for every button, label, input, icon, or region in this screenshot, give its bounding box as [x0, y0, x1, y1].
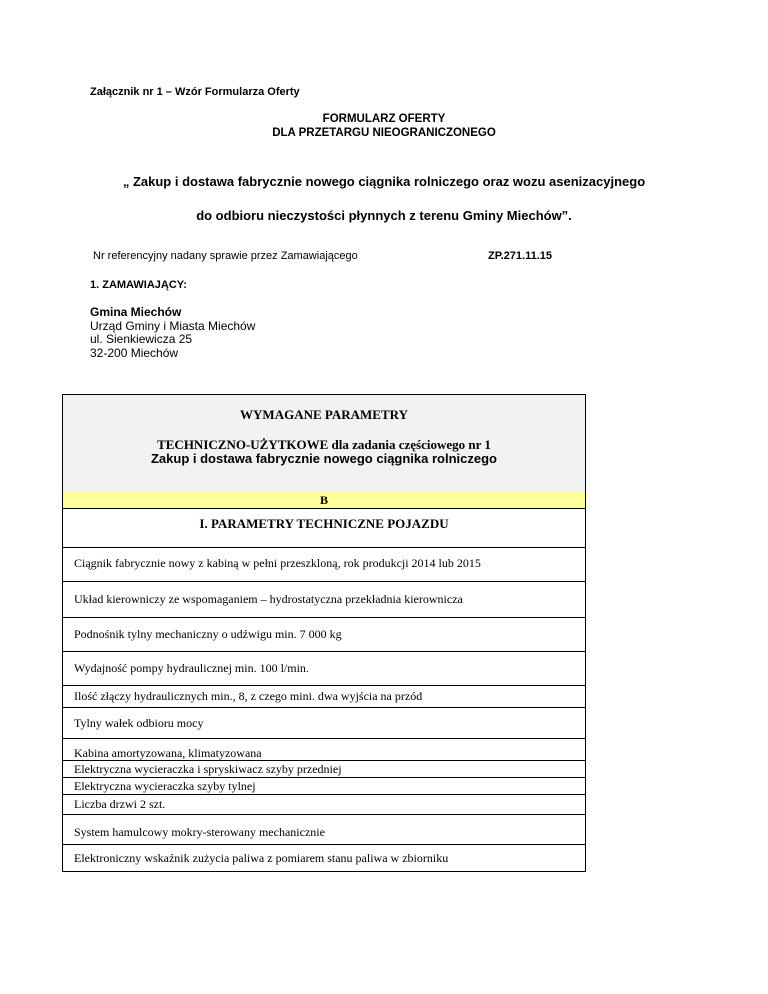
table-row [63, 795, 585, 815]
table-row [63, 686, 585, 708]
column-letter: B [63, 492, 585, 509]
table-row [63, 815, 585, 845]
form-title-line2: DLA PRZETARGU NIEOGRANICZONEGO [272, 127, 496, 139]
section-contracting-authority: 1. ZAMAWIAJĄCY: [90, 279, 187, 291]
row-text: Elektryczna wycieraczka szyby tylnej [74, 779, 256, 793]
table-title: WYMAGANE PARAMETRY [240, 407, 408, 422]
row-text: Kabina amortyzowana, klimatyzowana [74, 746, 262, 760]
section-title: I. PARAMETRY TECHNICZNE POJAZDU [63, 509, 585, 548]
contact-street: ul. Sienkiewicza 25 [90, 332, 193, 346]
contact-city: 32-200 Miechów [90, 345, 179, 360]
contact-office: Urząd Gminy i Miasta Miechów [90, 318, 256, 333]
parameters-table [62, 394, 586, 872]
row-text: Elektryczna wycieraczka i spryskiwacz szyby przedniej [74, 762, 342, 776]
form-title [0, 112, 768, 140]
row-text: Podnośnik tylny mechaniczny o udźwigu min. 7 000 kg [74, 627, 342, 641]
table-subtitle-line2: Zakup i dostawa fabrycznie nowego ciągnika rolniczego [150, 451, 498, 466]
form-title-line1: FORMULARZ OFERTY [322, 113, 446, 125]
table-row [63, 739, 585, 761]
subject-line1: „ Zakup i dostawa fabrycznie nowego ciągnika rolniczego oraz wozu asenizacyjnego [122, 174, 646, 189]
table-header [63, 395, 585, 493]
row-text: System hamulcowy mokry-sterowany mechanicznie [74, 825, 325, 839]
table-row [63, 582, 585, 618]
row-text: Układ kierowniczy ze wspomaganiem – hydrostatyczna przekładnia kierownicza [74, 592, 463, 606]
row-text: Elektroniczny wskaźnik zużycia paliwa z pomiarem stanu paliwa w zbiorniku [74, 851, 449, 865]
table-row [63, 652, 585, 686]
row-text: Ciągnik fabrycznie nowy z kabiną w pełni przeszkloną, rok produkcji 2014 lub 2015 [74, 556, 481, 570]
row-text: Liczba drzwi 2 szt. [74, 797, 166, 811]
row-text: Tylny wałek odbioru mocy [74, 716, 204, 730]
reference-value: ZP.271.11.15 [488, 250, 553, 262]
table-row [63, 778, 585, 795]
contact-block [90, 306, 255, 360]
table-subtitle-part1: TECHNICZNO-UŻYTKOWE [157, 437, 329, 452]
contact-name: Gmina Miechów [90, 305, 182, 319]
table-row [63, 547, 585, 582]
row-text: Wydajność pompy hydraulicznej min. 100 l/min. [74, 661, 309, 675]
table-subtitle-part2: dla zadania częściowego nr 1 [328, 437, 491, 452]
annex-label: Załącznik nr 1 – Wzór Formularza Oferty [90, 86, 300, 98]
row-text: Ilość złączy hydraulicznych min., 8, z czego mini. dwa wyjścia na przód [74, 689, 423, 703]
table-row [63, 618, 585, 652]
reference-label: Nr referencyjny nadany sprawie przez Zamawiającego [93, 250, 358, 262]
subject-line2: do odbioru nieczystości płynnych z terenu Gminy Miechów”. [196, 208, 572, 223]
table-row [63, 761, 585, 778]
table-row [63, 708, 585, 739]
table-row [63, 845, 585, 871]
